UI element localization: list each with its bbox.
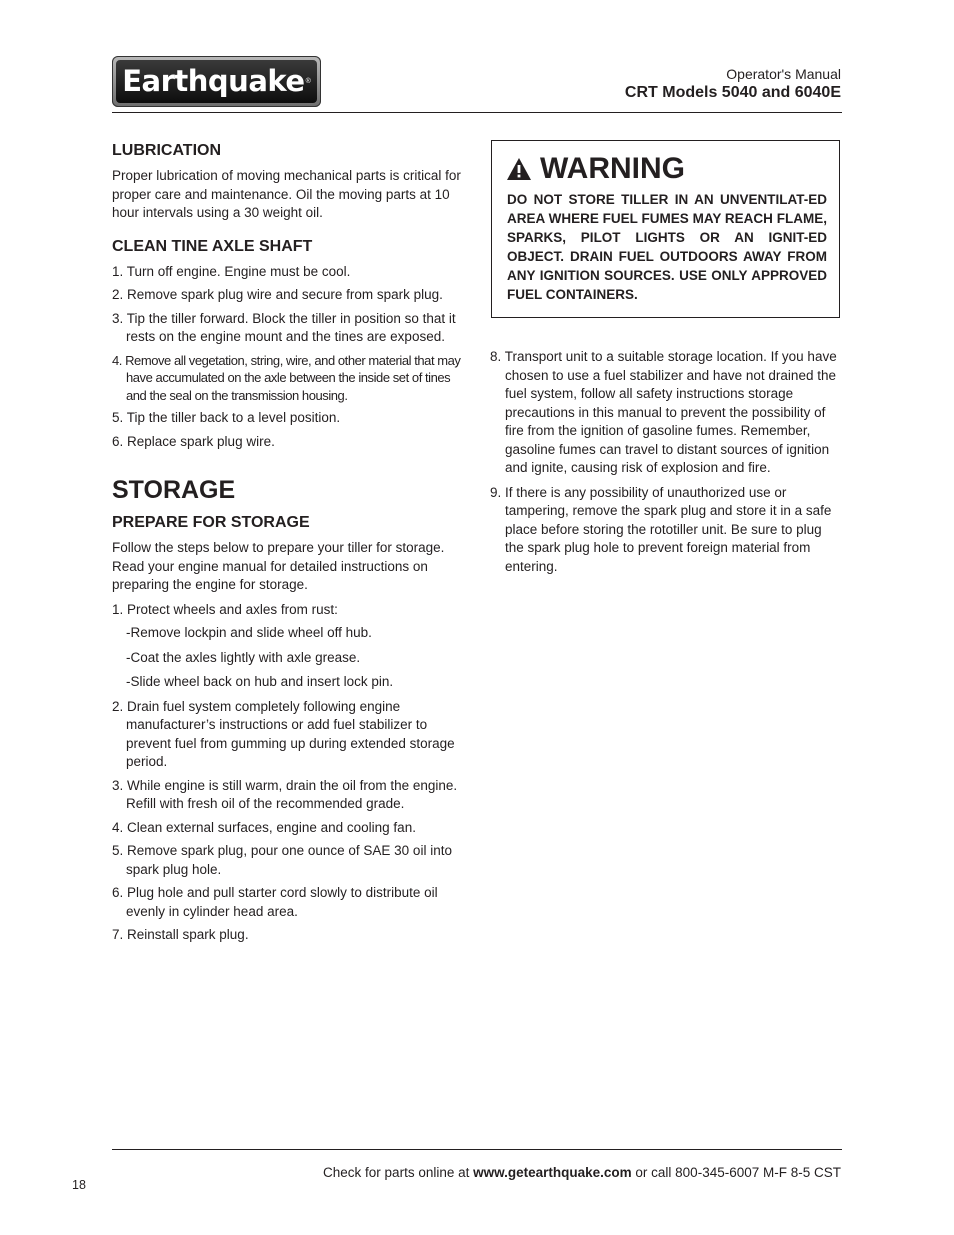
footer-suffix: or call 800-345-6007 M-F 8-5 CST bbox=[631, 1165, 841, 1180]
list-item: 9. If there is any possibility of unauthorized use or tampering, remove the spark plug and store it in a safe place before storing the rototiller unit. Be sure to plug the spark plug hole to prevent foreign material from entering. bbox=[490, 484, 832, 574]
list-item: 4. Clean external surfaces, engine and cooling fan. bbox=[112, 819, 416, 835]
list-item: 5. Remove spark plug, pour one ounce of SAE 30 oil into spark plug hole. bbox=[112, 843, 452, 877]
list-item: 1. Turn off engine. Engine must be cool. bbox=[112, 263, 351, 279]
list-item: 3. Tip the tiller forward. Block the tiller in position so that it rests on the engine mount and the tines are exposed. bbox=[112, 310, 456, 344]
list-item: 1. Protect wheels and axles from rust: bbox=[112, 601, 338, 617]
warning-title: WARNING bbox=[540, 152, 685, 185]
lubrication-text: Proper lubrication of moving mechanical parts is critical for proper care and maintenance. Oil the moving parts at 10 hour intervals using a 30 weight oil. bbox=[112, 168, 461, 220]
storage-intro: Follow the steps below to prepare your tiller for storage. Read your engine manual for detailed instructions on preparing the engine for storage. bbox=[112, 540, 445, 592]
website-link[interactable]: www.getearthquake.com bbox=[473, 1165, 632, 1180]
header-divider bbox=[112, 112, 842, 113]
page-number: 18 bbox=[72, 1178, 86, 1192]
left-column bbox=[112, 141, 464, 950]
sub-list-item: -Slide wheel back on hub and insert lock pin. bbox=[126, 674, 394, 689]
brand-logo bbox=[112, 56, 321, 107]
list-item: 3. While engine is still warm, drain the oil from the engine. Refill with fresh oil of the recommended grade. bbox=[112, 777, 458, 811]
footer-prefix: Check for parts online at bbox=[323, 1165, 474, 1180]
warning-box bbox=[491, 140, 840, 318]
manual-title: CRT Models 5040 and 6040E bbox=[624, 84, 841, 101]
warning-header bbox=[506, 151, 685, 187]
list-item: 4. Remove all vegetation, string, wire, and other material that may have accumulated on the axle between the inside set of tines and the seal on the transmission housing. bbox=[112, 352, 461, 403]
sub-list-item: -Remove lockpin and slide wheel off hub. bbox=[126, 625, 372, 640]
list-item: 5. Tip the tiller back to a level position. bbox=[112, 410, 341, 425]
storage-heading: STORAGE bbox=[112, 476, 236, 504]
logo-plate bbox=[116, 60, 317, 103]
prepare-storage-heading: PREPARE FOR STORAGE bbox=[112, 514, 310, 531]
clean-tine-heading: CLEAN TINE AXLE SHAFT bbox=[112, 237, 313, 255]
warning-text: DO NOT STORE TILLER IN AN UNVENTILAT-ED AREA WHERE FUEL FUMES MAY REACH FLAME, SPARKS, PILOT LIGHTS OR AN IGNIT-ED OBJECT. DRAIN FUEL OUTDOORS AWAY FROM ANY IGNITION SOURCES. USE ONLY APPROVED FUEL CONTAINERS. bbox=[507, 192, 827, 302]
footer-contact bbox=[323, 1165, 841, 1180]
footer-divider bbox=[112, 1149, 842, 1150]
manual-subtitle: Operator's Manual bbox=[726, 66, 841, 82]
clean-tine-steps bbox=[112, 263, 464, 452]
logo-text: Earthquake bbox=[122, 64, 305, 98]
list-item: 2. Remove spark plug wire and secure from spark plug. bbox=[112, 287, 443, 302]
list-item: 8. Transport unit to a suitable storage location. If you have chosen to use a fuel stabilizer and have not drained the fuel system, follow all safety instructions storage precautions in this manual to prevent the possibility of fire from the ignition of gasoline fumes. Remember, gasoline fumes can travel to distant sources of ignition and ignite, causing risk of explosion and fire. bbox=[490, 349, 837, 475]
logo-registered-mark: ® bbox=[305, 78, 311, 85]
storage-steps-continued bbox=[490, 348, 842, 576]
list-item: 7. Reinstall spark plug. bbox=[112, 927, 249, 942]
list-item: 2. Drain fuel system completely following engine manufacturer’s instructions or add fuel stabilizer to prevent fuel from gumming up during extended storage period. bbox=[112, 698, 455, 769]
list-item: 6. Plug hole and pull starter cord slowly to distribute oil evenly in cylinder head area. bbox=[112, 885, 438, 919]
storage-steps bbox=[112, 601, 464, 945]
sub-list-item: -Coat the axles lightly with axle grease. bbox=[126, 649, 361, 665]
lubrication-heading: LUBRICATION bbox=[112, 142, 222, 159]
right-column bbox=[490, 348, 842, 581]
warning-triangle-icon bbox=[506, 157, 532, 181]
list-item: 6. Replace spark plug wire. bbox=[112, 433, 275, 449]
